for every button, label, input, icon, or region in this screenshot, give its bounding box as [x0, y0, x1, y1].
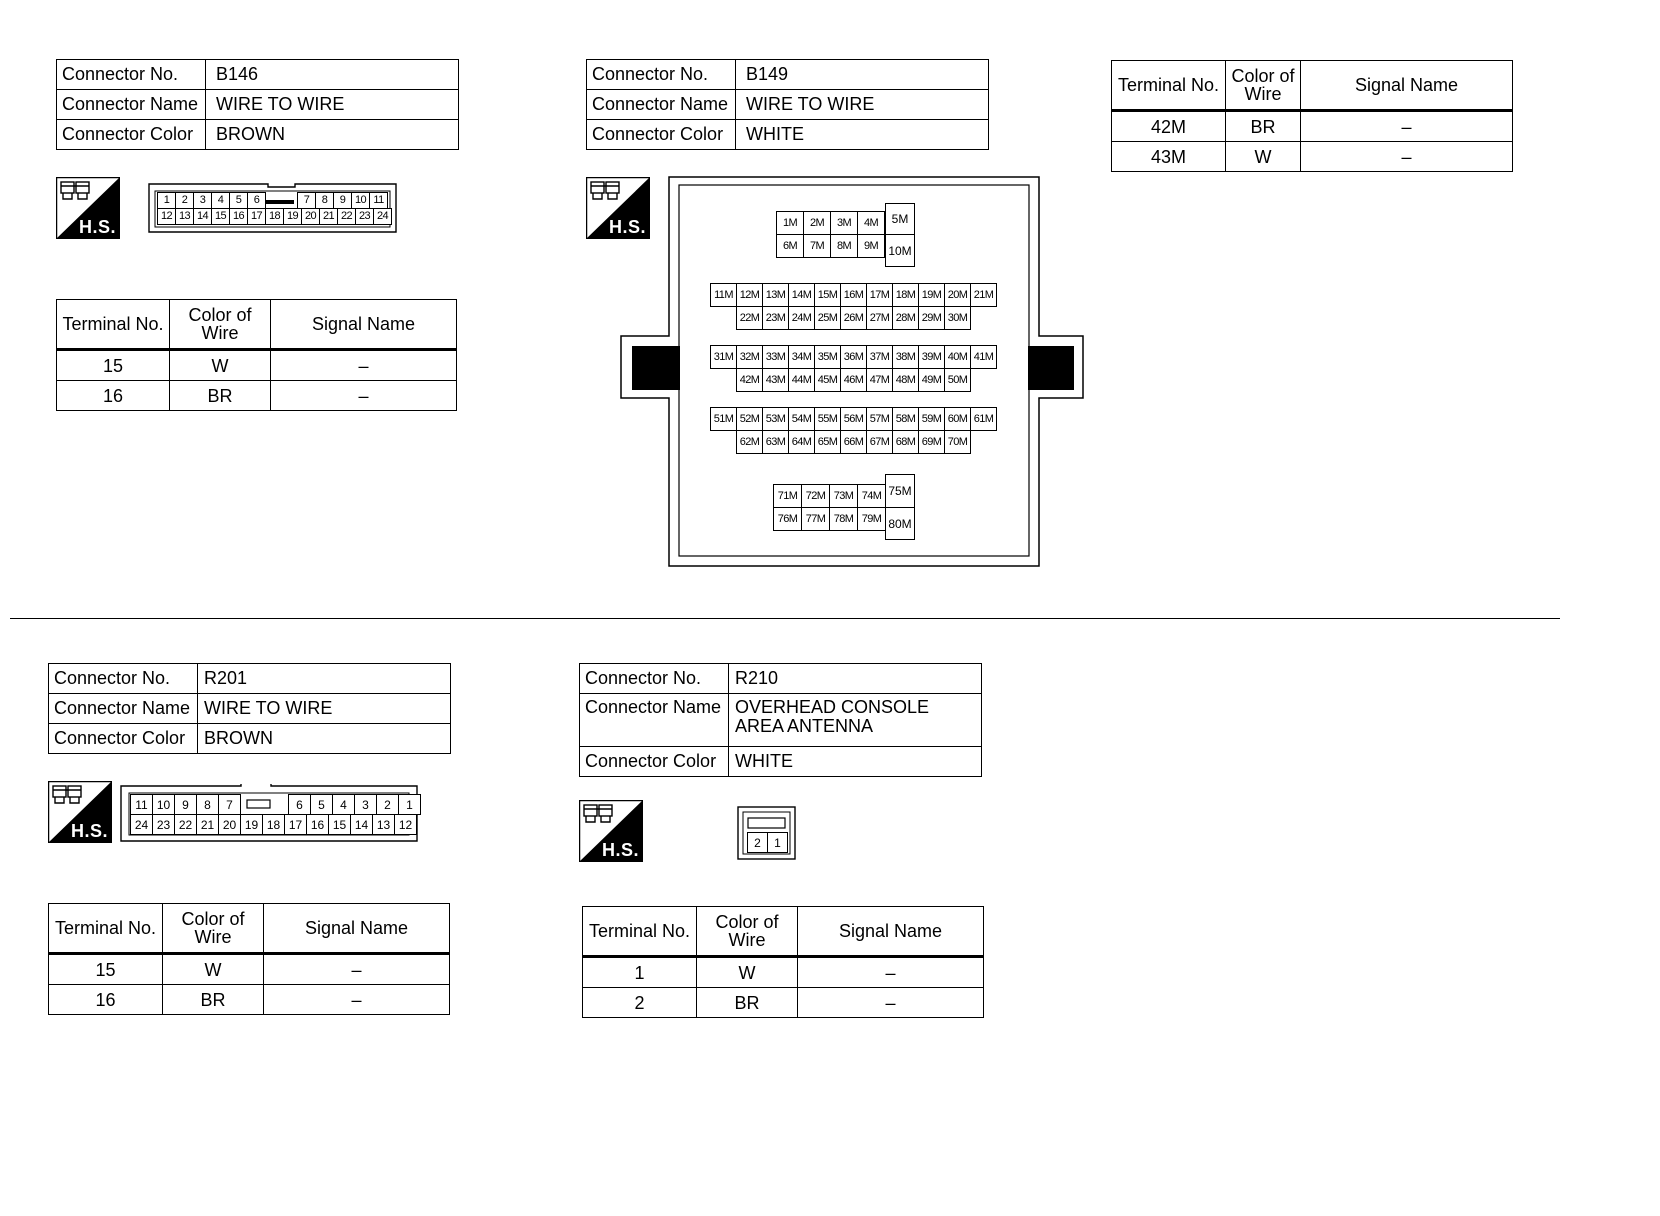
pin-64m: 64M: [788, 430, 815, 454]
pin-48m: 48M: [892, 368, 919, 392]
pin-14m: 14M: [788, 283, 815, 307]
pin-row-5: [710, 345, 996, 368]
terminal-cell: 15: [57, 350, 170, 381]
pin-43m: 43M: [762, 368, 789, 392]
pin-grid-bottom: [157, 208, 391, 224]
pin-28m: 28M: [892, 306, 919, 330]
hs-label: H.S.: [601, 840, 639, 860]
pin-13: 13: [372, 814, 395, 835]
pin-1m: 1M: [776, 211, 804, 235]
pin-24m: 24M: [788, 306, 815, 330]
table-row: [583, 957, 984, 988]
pin-55m: 55M: [814, 407, 841, 431]
terminal-cell: 1: [583, 957, 697, 988]
connector-name-value: WIRE TO WIRE: [198, 694, 451, 724]
pin-30m: 30M: [944, 306, 971, 330]
pin-1: 1: [157, 192, 176, 209]
table-row: [1112, 111, 1513, 142]
pin-47m: 47M: [866, 368, 893, 392]
pin-12m: 12M: [736, 283, 763, 307]
pin-row-8: [736, 430, 970, 453]
terminal-cell: 15: [49, 954, 163, 985]
connector-name-value: OVERHEAD CONSOLE AREA ANTENNA: [729, 694, 982, 747]
pin-60m: 60M: [944, 407, 971, 431]
pin-80m: 80M: [885, 507, 915, 540]
pin-1: 1: [398, 794, 421, 815]
connector-color-value: WHITE: [736, 120, 989, 150]
pin-18m: 18M: [892, 283, 919, 307]
pin-41m: 41M: [970, 345, 997, 369]
signal-cell: –: [1301, 142, 1513, 172]
pin-53m: 53M: [762, 407, 789, 431]
pin-77m: 77M: [801, 507, 830, 531]
pin-11m: 11M: [710, 283, 737, 307]
pin-10: 10: [152, 794, 175, 815]
pin-4: 4: [332, 794, 355, 815]
pin-19: 19: [240, 814, 263, 835]
pin-59m: 59M: [918, 407, 945, 431]
pin-11: 11: [130, 794, 153, 815]
pin-73m: 73M: [829, 484, 858, 508]
pin-9: 9: [174, 794, 197, 815]
pin-34m: 34M: [788, 345, 815, 369]
pin-6m: 6M: [776, 234, 804, 258]
pin-7: 7: [218, 794, 241, 815]
pin-39m: 39M: [918, 345, 945, 369]
pin-10m: 10M: [885, 234, 915, 267]
pin-18: 18: [262, 814, 285, 835]
pin-11: 11: [369, 192, 388, 209]
pin-20: 20: [301, 208, 320, 225]
pin-grid-bottom: [130, 814, 416, 834]
pin-8: 8: [315, 192, 334, 209]
header-terminal-no: Terminal No.: [57, 300, 170, 350]
pin-69m: 69M: [918, 430, 945, 454]
hs-label: H.S.: [608, 217, 646, 237]
connector-name-value: WIRE TO WIRE: [736, 90, 989, 120]
signal-cell: –: [798, 957, 984, 988]
header-signal-name: Signal Name: [798, 907, 984, 957]
signal-cell: –: [264, 954, 450, 985]
connector-no-value: R210: [729, 664, 982, 694]
pin-20m: 20M: [944, 283, 971, 307]
pin-3: 3: [193, 192, 212, 209]
wire-color-cell: BR: [163, 985, 264, 1015]
pin-3m: 3M: [830, 211, 858, 235]
pin-6: 6: [288, 794, 311, 815]
pin-row-10: [773, 507, 885, 530]
connector-no-value: R201: [198, 664, 451, 694]
table-row: [57, 350, 457, 381]
pin-17: 17: [284, 814, 307, 835]
section-divider: [10, 618, 1560, 619]
pin-14: 14: [193, 208, 212, 225]
pin-row-9: [773, 484, 885, 507]
terminal-cell: 43M: [1112, 142, 1226, 172]
pin-15: 15: [211, 208, 230, 225]
pin-78m: 78M: [829, 507, 858, 531]
pin-56m: 56M: [840, 407, 867, 431]
pin-13: 13: [175, 208, 194, 225]
pin-8m: 8M: [830, 234, 858, 258]
pin-27m: 27M: [866, 306, 893, 330]
pin-50m: 50M: [944, 368, 971, 392]
hs-label: H.S.: [78, 217, 116, 237]
pin-grid-top: [157, 192, 387, 208]
pin-52m: 52M: [736, 407, 763, 431]
connector-name-label: Connector Name: [587, 90, 736, 120]
header-color-of-wire: Color of Wire: [697, 907, 798, 957]
connector-info-table: [48, 663, 451, 754]
pin-26m: 26M: [840, 306, 867, 330]
pin-68m: 68M: [892, 430, 919, 454]
pin-42m: 42M: [736, 368, 763, 392]
pin-17: 17: [247, 208, 266, 225]
connector-info-table: [56, 59, 459, 150]
pin-7m: 7M: [803, 234, 831, 258]
pin-65m: 65M: [814, 430, 841, 454]
harness-side-icon: [579, 800, 643, 862]
pin-72m: 72M: [801, 484, 830, 508]
pin-62m: 62M: [736, 430, 763, 454]
table-row: [49, 954, 450, 985]
pin-5: 5: [310, 794, 333, 815]
connector-name-label: Connector Name: [57, 90, 206, 120]
connector-no-label: Connector No.: [587, 60, 736, 90]
signal-cell: –: [271, 381, 457, 411]
pin-row-2: [776, 234, 884, 257]
table-row: [49, 985, 450, 1015]
pin-63m: 63M: [762, 430, 789, 454]
pin-44m: 44M: [788, 368, 815, 392]
connector-name-label: Connector Name: [580, 694, 729, 747]
pin-row-7: [710, 407, 996, 430]
pin-5m: 5M: [885, 203, 915, 235]
pin-12: 12: [157, 208, 176, 225]
pin-19: 19: [283, 208, 302, 225]
signal-cell: –: [271, 350, 457, 381]
pin-22: 22: [337, 208, 356, 225]
pin-54m: 54M: [788, 407, 815, 431]
signal-cell: –: [1301, 111, 1513, 142]
table-row: [57, 381, 457, 411]
terminal-table: [1111, 60, 1513, 172]
pin-36m: 36M: [840, 345, 867, 369]
pin-row-4: [736, 306, 970, 329]
pin-23: 23: [152, 814, 175, 835]
connector-color-value: BROWN: [206, 120, 459, 150]
connector-color-label: Connector Color: [580, 747, 729, 777]
connector-name-label: Connector Name: [49, 694, 198, 724]
terminal-cell: 42M: [1112, 111, 1226, 142]
pin-5: 5: [229, 192, 248, 209]
pin-19m: 19M: [918, 283, 945, 307]
terminal-table: [56, 299, 457, 411]
wire-color-cell: W: [170, 350, 271, 381]
pin-2: 2: [175, 192, 194, 209]
pin-4: 4: [211, 192, 230, 209]
pin-4m: 4M: [857, 211, 885, 235]
connector-color-label: Connector Color: [587, 120, 736, 150]
connector-no-label: Connector No.: [580, 664, 729, 694]
pin-33m: 33M: [762, 345, 789, 369]
wire-color-cell: W: [1226, 142, 1301, 172]
pin-2m: 2M: [803, 211, 831, 235]
pin-51m: 51M: [710, 407, 737, 431]
pin-21: 21: [196, 814, 219, 835]
pin-row-6: [736, 368, 970, 391]
pin-46m: 46M: [840, 368, 867, 392]
pin-32m: 32M: [736, 345, 763, 369]
pin-13m: 13M: [762, 283, 789, 307]
connector-color-label: Connector Color: [49, 724, 198, 754]
pin-31m: 31M: [710, 345, 737, 369]
wire-color-cell: W: [697, 957, 798, 988]
pin-22m: 22M: [736, 306, 763, 330]
pin-21: 21: [319, 208, 338, 225]
pin-15: 15: [328, 814, 351, 835]
header-signal-name: Signal Name: [271, 300, 457, 350]
pin-row-3: [710, 283, 996, 306]
pin-20: 20: [218, 814, 241, 835]
signal-cell: –: [798, 988, 984, 1018]
connector-name-value: WIRE TO WIRE: [206, 90, 459, 120]
terminal-cell: 16: [49, 985, 163, 1015]
wire-color-cell: BR: [697, 988, 798, 1018]
pin-12: 12: [394, 814, 417, 835]
pin-6: 6: [247, 192, 266, 209]
header-color-of-wire: Color of Wire: [1226, 61, 1301, 111]
pin-22: 22: [174, 814, 197, 835]
pin-16: 16: [229, 208, 248, 225]
table-row: [1112, 142, 1513, 172]
header-terminal-no: Terminal No.: [49, 904, 163, 954]
connector-no-value: B149: [736, 60, 989, 90]
pin-16m: 16M: [840, 283, 867, 307]
connector-color-value: WHITE: [729, 747, 982, 777]
pin-79m: 79M: [857, 507, 886, 531]
harness-side-icon: [48, 781, 112, 843]
pin-40m: 40M: [944, 345, 971, 369]
pin-grid-top: [130, 794, 420, 814]
pin-66m: 66M: [840, 430, 867, 454]
pin-3: 3: [354, 794, 377, 815]
hs-label: H.S.: [70, 821, 108, 841]
connector-no-label: Connector No.: [49, 664, 198, 694]
pin-57m: 57M: [866, 407, 893, 431]
pin-37m: 37M: [866, 345, 893, 369]
terminal-table: [48, 903, 450, 1015]
pin-9: 9: [333, 192, 352, 209]
connector-no-value: B146: [206, 60, 459, 90]
pin-61m: 61M: [970, 407, 997, 431]
pin-23: 23: [355, 208, 374, 225]
pin-14: 14: [350, 814, 373, 835]
pin-18: 18: [265, 208, 284, 225]
pin-49m: 49M: [918, 368, 945, 392]
pin-grid: [747, 832, 787, 852]
pin-8: 8: [196, 794, 219, 815]
header-terminal-no: Terminal No.: [1112, 61, 1226, 111]
pin-9m: 9M: [857, 234, 885, 258]
wire-color-cell: BR: [1226, 111, 1301, 142]
pin-15m: 15M: [814, 283, 841, 307]
pin-2: 2: [376, 794, 399, 815]
pin-24: 24: [373, 208, 392, 225]
wire-color-cell: W: [163, 954, 264, 985]
pin-29m: 29M: [918, 306, 945, 330]
wire-color-cell: BR: [170, 381, 271, 411]
harness-side-icon: [56, 177, 120, 239]
connector-no-label: Connector No.: [57, 60, 206, 90]
connector-color-label: Connector Color: [57, 120, 206, 150]
header-color-of-wire: Color of Wire: [163, 904, 264, 954]
pin-67m: 67M: [866, 430, 893, 454]
pin-gap: [240, 794, 289, 815]
pin-2: 2: [747, 832, 768, 853]
pin-10: 10: [351, 192, 370, 209]
header-signal-name: Signal Name: [264, 904, 450, 954]
pin-gap: [265, 192, 298, 209]
table-row: [583, 988, 984, 1018]
pin-23m: 23M: [762, 306, 789, 330]
pin-24: 24: [130, 814, 153, 835]
connector-color-value: BROWN: [198, 724, 451, 754]
pin-row-1: [776, 211, 884, 234]
pin-7: 7: [297, 192, 316, 209]
header-signal-name: Signal Name: [1301, 61, 1513, 111]
pin-1: 1: [767, 832, 788, 853]
terminal-table: [582, 906, 984, 1018]
pin-25m: 25M: [814, 306, 841, 330]
header-color-of-wire: Color of Wire: [170, 300, 271, 350]
signal-cell: –: [264, 985, 450, 1015]
header-terminal-no: Terminal No.: [583, 907, 697, 957]
pin-75m: 75M: [885, 474, 915, 508]
terminal-cell: 2: [583, 988, 697, 1018]
pin-76m: 76M: [773, 507, 802, 531]
pin-58m: 58M: [892, 407, 919, 431]
terminal-cell: 16: [57, 381, 170, 411]
pin-35m: 35M: [814, 345, 841, 369]
pin-38m: 38M: [892, 345, 919, 369]
connector-info-table: [586, 59, 989, 150]
pin-71m: 71M: [773, 484, 802, 508]
pin-16: 16: [306, 814, 329, 835]
pin-70m: 70M: [944, 430, 971, 454]
pin-45m: 45M: [814, 368, 841, 392]
pin-17m: 17M: [866, 283, 893, 307]
pin-21m: 21M: [970, 283, 997, 307]
connector-info-table: [579, 663, 982, 777]
pin-74m: 74M: [857, 484, 886, 508]
